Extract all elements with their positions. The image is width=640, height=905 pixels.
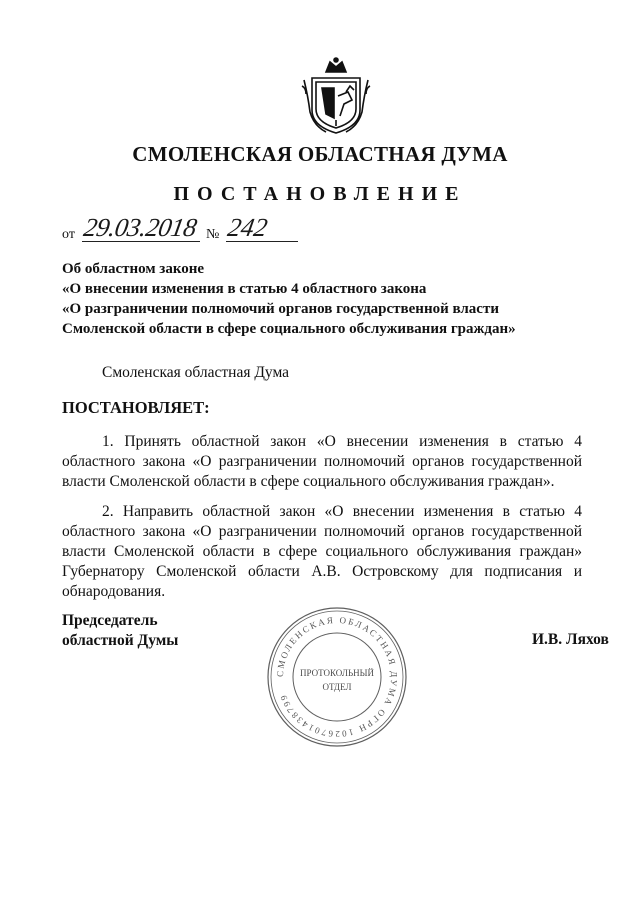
stamp-center-line2: ОТДЕЛ	[322, 682, 352, 692]
number-underline	[226, 241, 298, 242]
handwritten-number: 242	[225, 213, 270, 242]
dateline	[62, 213, 302, 245]
stamp-outer-text: СМОЛЕНСКАЯ ОБЛАСТНАЯ ДУМА ОГРН 1026701438799	[274, 614, 400, 740]
coat-of-arms-icon	[300, 56, 372, 136]
signer-title	[62, 611, 178, 651]
subject-line: Смоленской области в сфере социального обслуживания граждан»	[62, 321, 516, 337]
stamp-center-line1: ПРОТОКОЛЬНЫЙ	[300, 668, 374, 678]
date-underline	[82, 241, 200, 242]
resolves-heading: ПОСТАНОВЛЯЕТ:	[62, 398, 210, 417]
signer-title-line: областной Думы	[62, 632, 179, 649]
resolution-paragraph-1: 1. Принять областной закон «О внесении изменения в статью 4 областного закона «О разграничении полномочий органов государственной власти Смоленской области в сфере социального обслуживания граждан».	[62, 433, 582, 490]
signer-title-line: Председатель	[62, 612, 158, 629]
subject-line: «О разграничении полномочий органов государственной власти	[62, 301, 499, 317]
document-type: ПОСТАНОВЛЕНИЕ	[173, 183, 467, 205]
subject-line: «О внесении изменения в статью 4 областного закона	[62, 281, 427, 297]
organization-name: СМОЛЕНСКАЯ ОБЛАСТНАЯ ДУМА	[132, 142, 508, 166]
handwritten-date: 29.03.2018	[81, 213, 199, 242]
official-stamp	[266, 606, 408, 748]
date-prefix: от	[62, 227, 75, 242]
subject-line: Об областном законе	[62, 261, 205, 277]
resolution-paragraph-2: 2. Направить областной закон «О внесении изменения в статью 4 областного закона «О разграничении полномочий органов государственной власти Смоленской области в сфере социального обслуживания граждан» Губернатору Смоленской области А.В. Островскому для подписания и обнародования.	[62, 503, 582, 600]
number-sign: №	[206, 227, 220, 242]
signer-name: И.В. Ляхов	[532, 631, 609, 648]
preamble: Смоленская областная Дума	[102, 364, 290, 381]
subject-block	[62, 259, 602, 339]
